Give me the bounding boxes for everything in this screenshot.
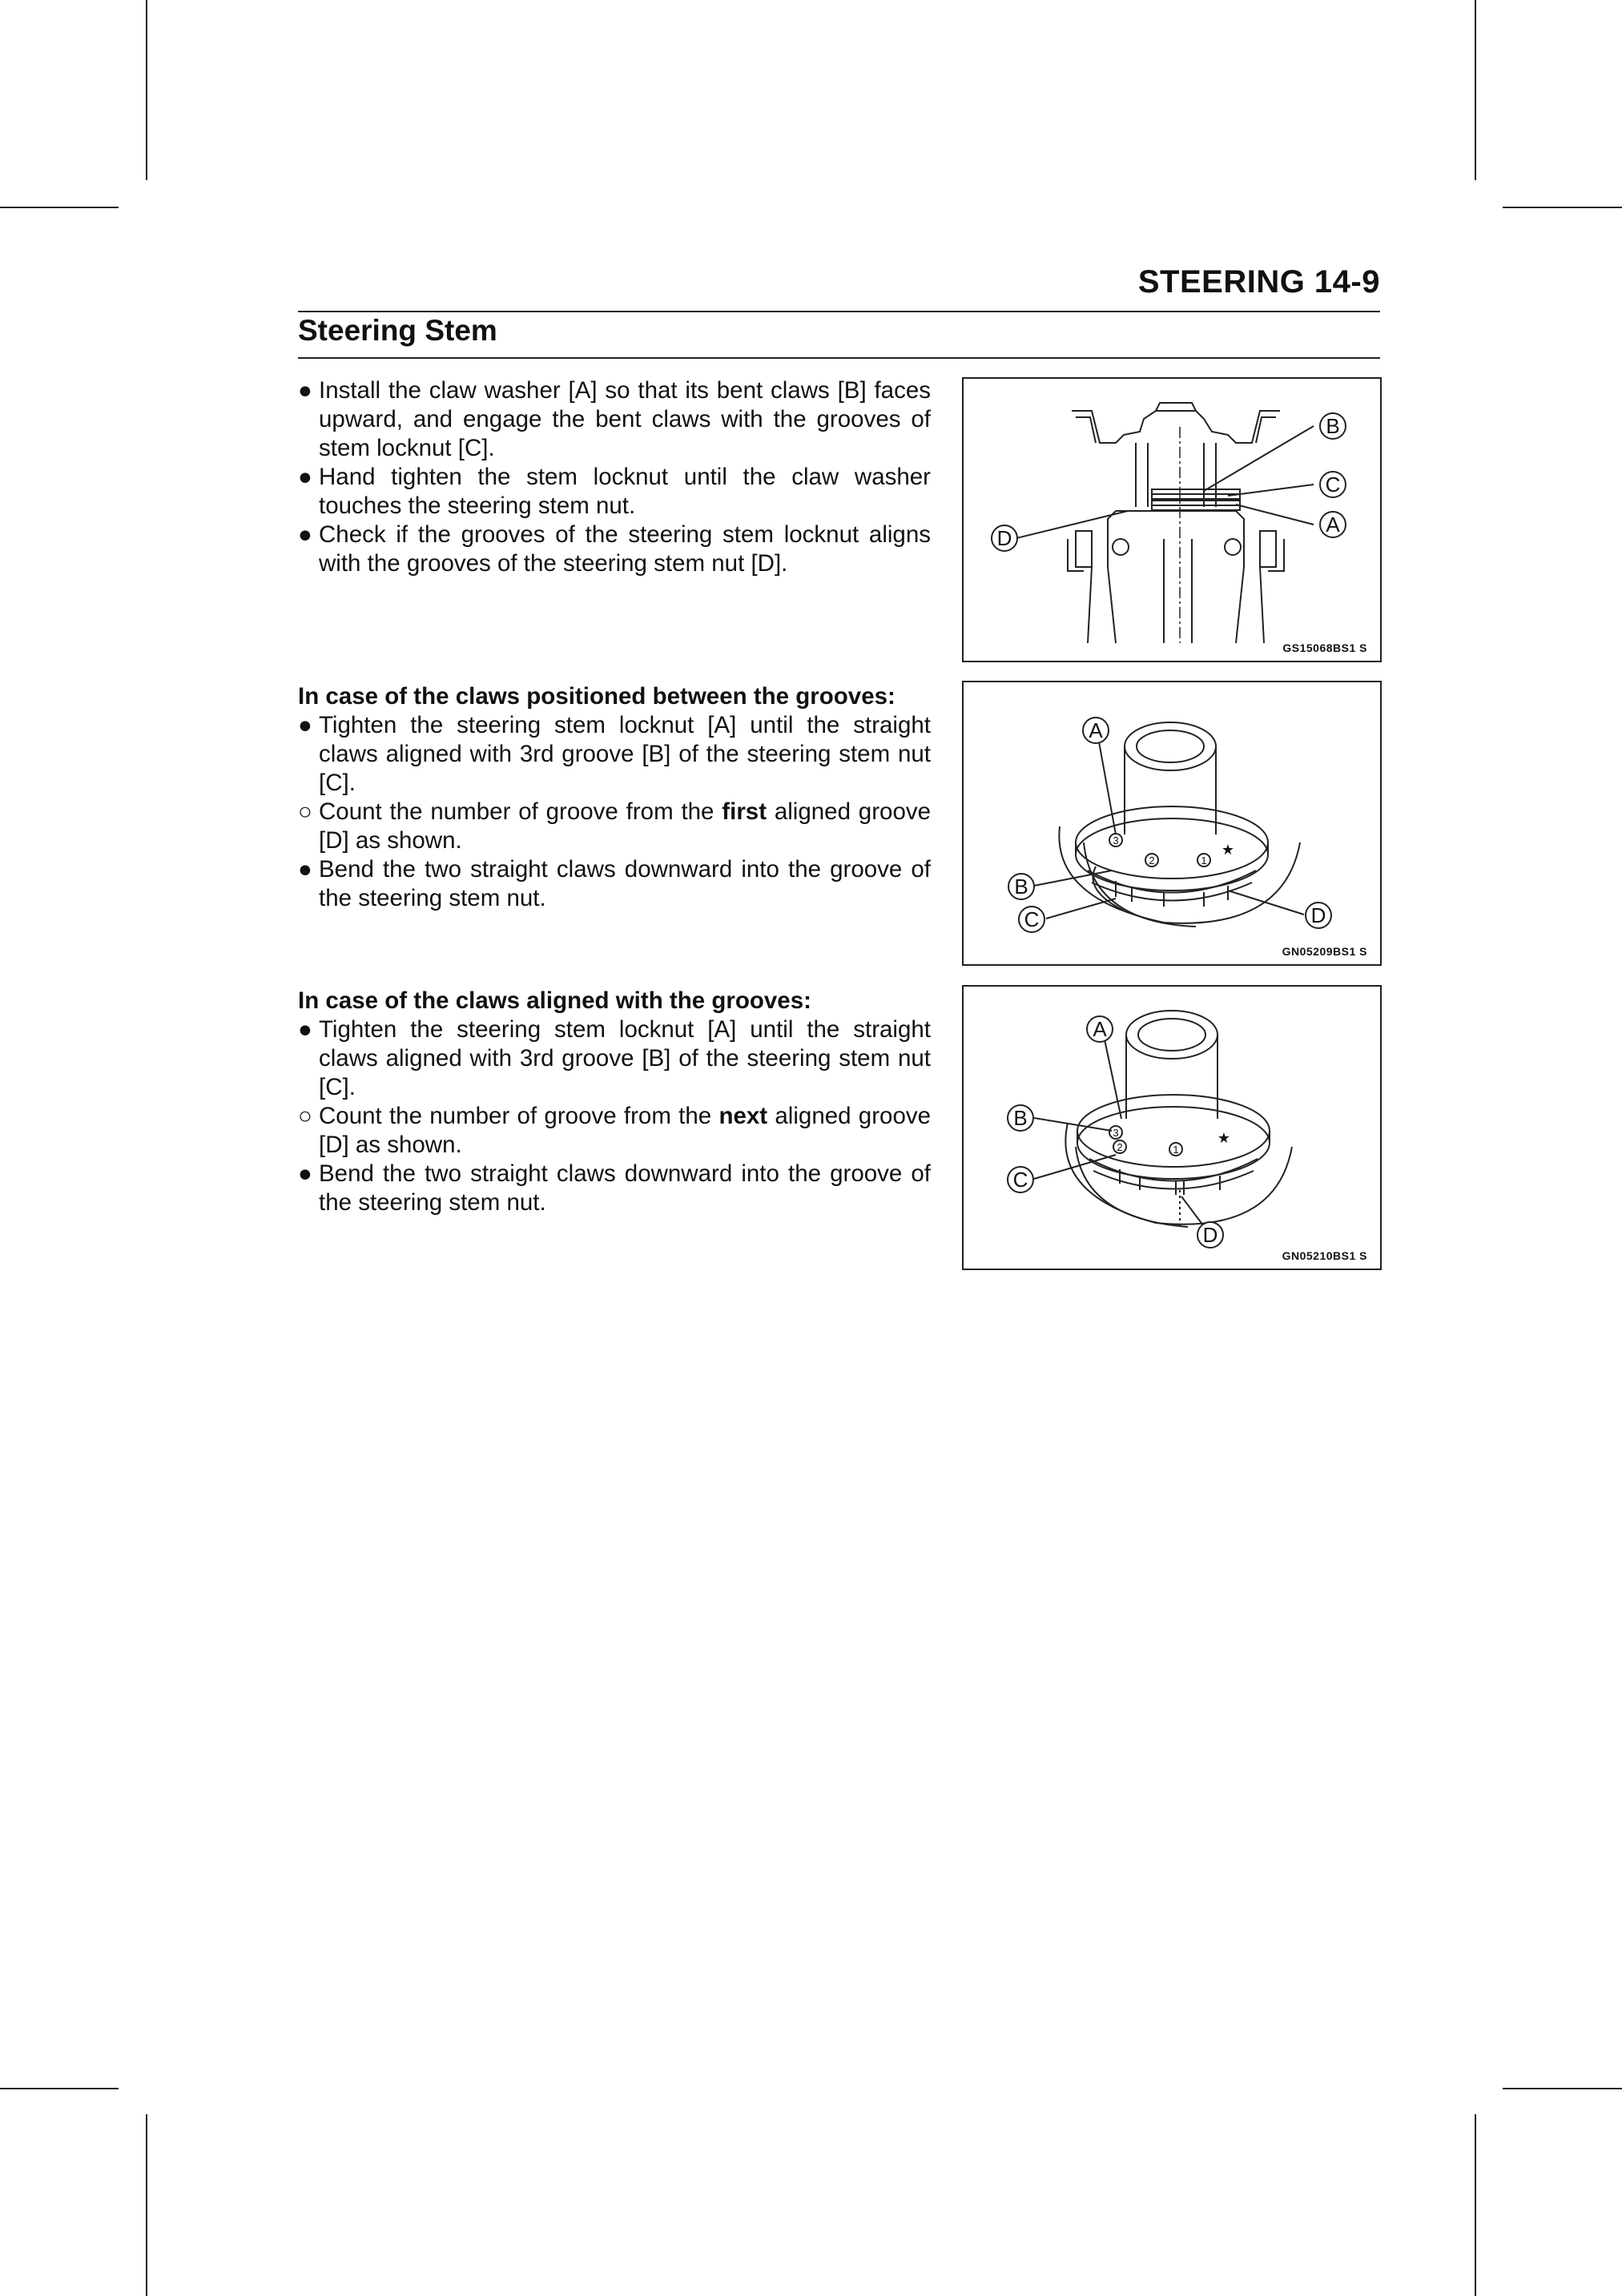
bullet-marker: ●: [298, 856, 312, 883]
bullet-text: Check if the grooves of the steering stem locknut aligns with the grooves of the steering stem nut [D].: [319, 521, 931, 577]
bullet-marker: ●: [298, 464, 312, 490]
note-text: aligned groove [D] as shown.: [319, 1103, 932, 1158]
callout-b: B: [1326, 414, 1340, 438]
bullet-marker: ●: [298, 1016, 312, 1043]
note-emphasis: next: [718, 1103, 768, 1129]
claws-aligned-grooves-drawing: [964, 987, 1380, 1269]
bullet-item: [298, 855, 931, 913]
bullet-item: [298, 521, 931, 578]
bullet-marker: ●: [298, 1160, 312, 1187]
crop-mark: [0, 2088, 119, 2089]
bullet-item: [298, 463, 931, 521]
star-icon: ★: [1217, 1130, 1231, 1146]
groove-number-2: 2: [1117, 1141, 1123, 1153]
note-marker: ○: [298, 798, 312, 825]
bullet-text: Hand tighten the stem locknut until the claw washer touches the steering stem nut.: [319, 464, 931, 519]
groove-number-2: 2: [1149, 854, 1155, 867]
claws-between-grooves-drawing: [964, 682, 1380, 964]
instruction-block-1: [298, 376, 931, 578]
bullet-item: [298, 376, 931, 463]
page-header-title: STEERING 14-9: [1137, 264, 1380, 300]
note-emphasis: first: [722, 798, 767, 825]
callout-a: A: [1093, 1017, 1107, 1041]
figure-stem-cross-section: [962, 377, 1382, 662]
note-item: [298, 798, 931, 855]
star-icon: ★: [1221, 842, 1235, 858]
bullet-text: Bend the two straight claws downward into the groove of the steering stem nut.: [319, 856, 931, 911]
bullet-item: [298, 1015, 931, 1102]
note-text: Count the number of groove from the: [319, 1103, 719, 1129]
callout-c: C: [1012, 1168, 1028, 1192]
figure-code: GN05209BS1 S: [1282, 945, 1367, 958]
note-text: aligned groove [D] as shown.: [319, 798, 932, 854]
callout-c: C: [1325, 472, 1341, 497]
bullet-text: Install the claw washer [A] so that its bent claws [B] faces upward, and engage the bent claws with the grooves of stem locknut [C].: [319, 377, 931, 461]
bullet-item: [298, 711, 931, 798]
section-title: Steering Stem: [298, 314, 497, 347]
figure-code: GN05210BS1 S: [1282, 1249, 1367, 1262]
figure-code: GS15068BS1 S: [1282, 641, 1367, 654]
bullet-marker: ●: [298, 521, 312, 548]
stem-cross-section-drawing: [964, 379, 1380, 661]
callout-a: A: [1326, 513, 1340, 537]
callout-d: D: [996, 526, 1012, 550]
bullet-item: [298, 1160, 931, 1217]
groove-number-3: 3: [1113, 834, 1119, 846]
crop-mark: [1503, 207, 1622, 208]
groove-number-1: 1: [1201, 854, 1207, 867]
groove-number-1: 1: [1173, 1144, 1179, 1156]
case-subtitle: In case of the claws positioned between the grooves:: [298, 683, 896, 710]
crop-mark: [1503, 2088, 1622, 2089]
crop-mark: [146, 2114, 147, 2296]
note-marker: ○: [298, 1103, 312, 1129]
instruction-block-2: [298, 682, 931, 913]
crop-mark: [146, 0, 147, 180]
crop-mark: [0, 207, 119, 208]
callout-c: C: [1024, 907, 1040, 931]
callout-b: B: [1014, 875, 1028, 899]
instruction-block-3: [298, 987, 931, 1217]
callout-d: D: [1202, 1223, 1218, 1247]
case-subtitle: In case of the claws aligned with the grooves:: [298, 987, 811, 1014]
bullet-marker: ●: [298, 712, 312, 738]
bullet-text: Bend the two straight claws downward into the groove of the steering stem nut.: [319, 1160, 931, 1216]
note-item: [298, 1102, 931, 1160]
crop-mark: [1475, 2114, 1476, 2296]
crop-mark: [1475, 0, 1476, 180]
callout-a: A: [1089, 718, 1103, 742]
header-rule: [298, 311, 1380, 312]
callout-d: D: [1310, 903, 1326, 927]
figure-claws-between-grooves: [962, 681, 1382, 966]
figure-claws-aligned-grooves: [962, 985, 1382, 1270]
note-text: Count the number of groove from the: [319, 798, 722, 825]
section-rule: [298, 357, 1380, 359]
bullet-text: Tighten the steering stem locknut [A] until the straight claws aligned with 3rd groove [B] of the steering stem nut [C].: [319, 712, 931, 796]
bullet-text: Tighten the steering stem locknut [A] until the straight claws aligned with 3rd groove [B] of the steering stem nut [C].: [319, 1016, 931, 1100]
groove-number-3: 3: [1113, 1127, 1119, 1139]
bullet-marker: ●: [298, 377, 312, 404]
callout-b: B: [1013, 1106, 1028, 1130]
